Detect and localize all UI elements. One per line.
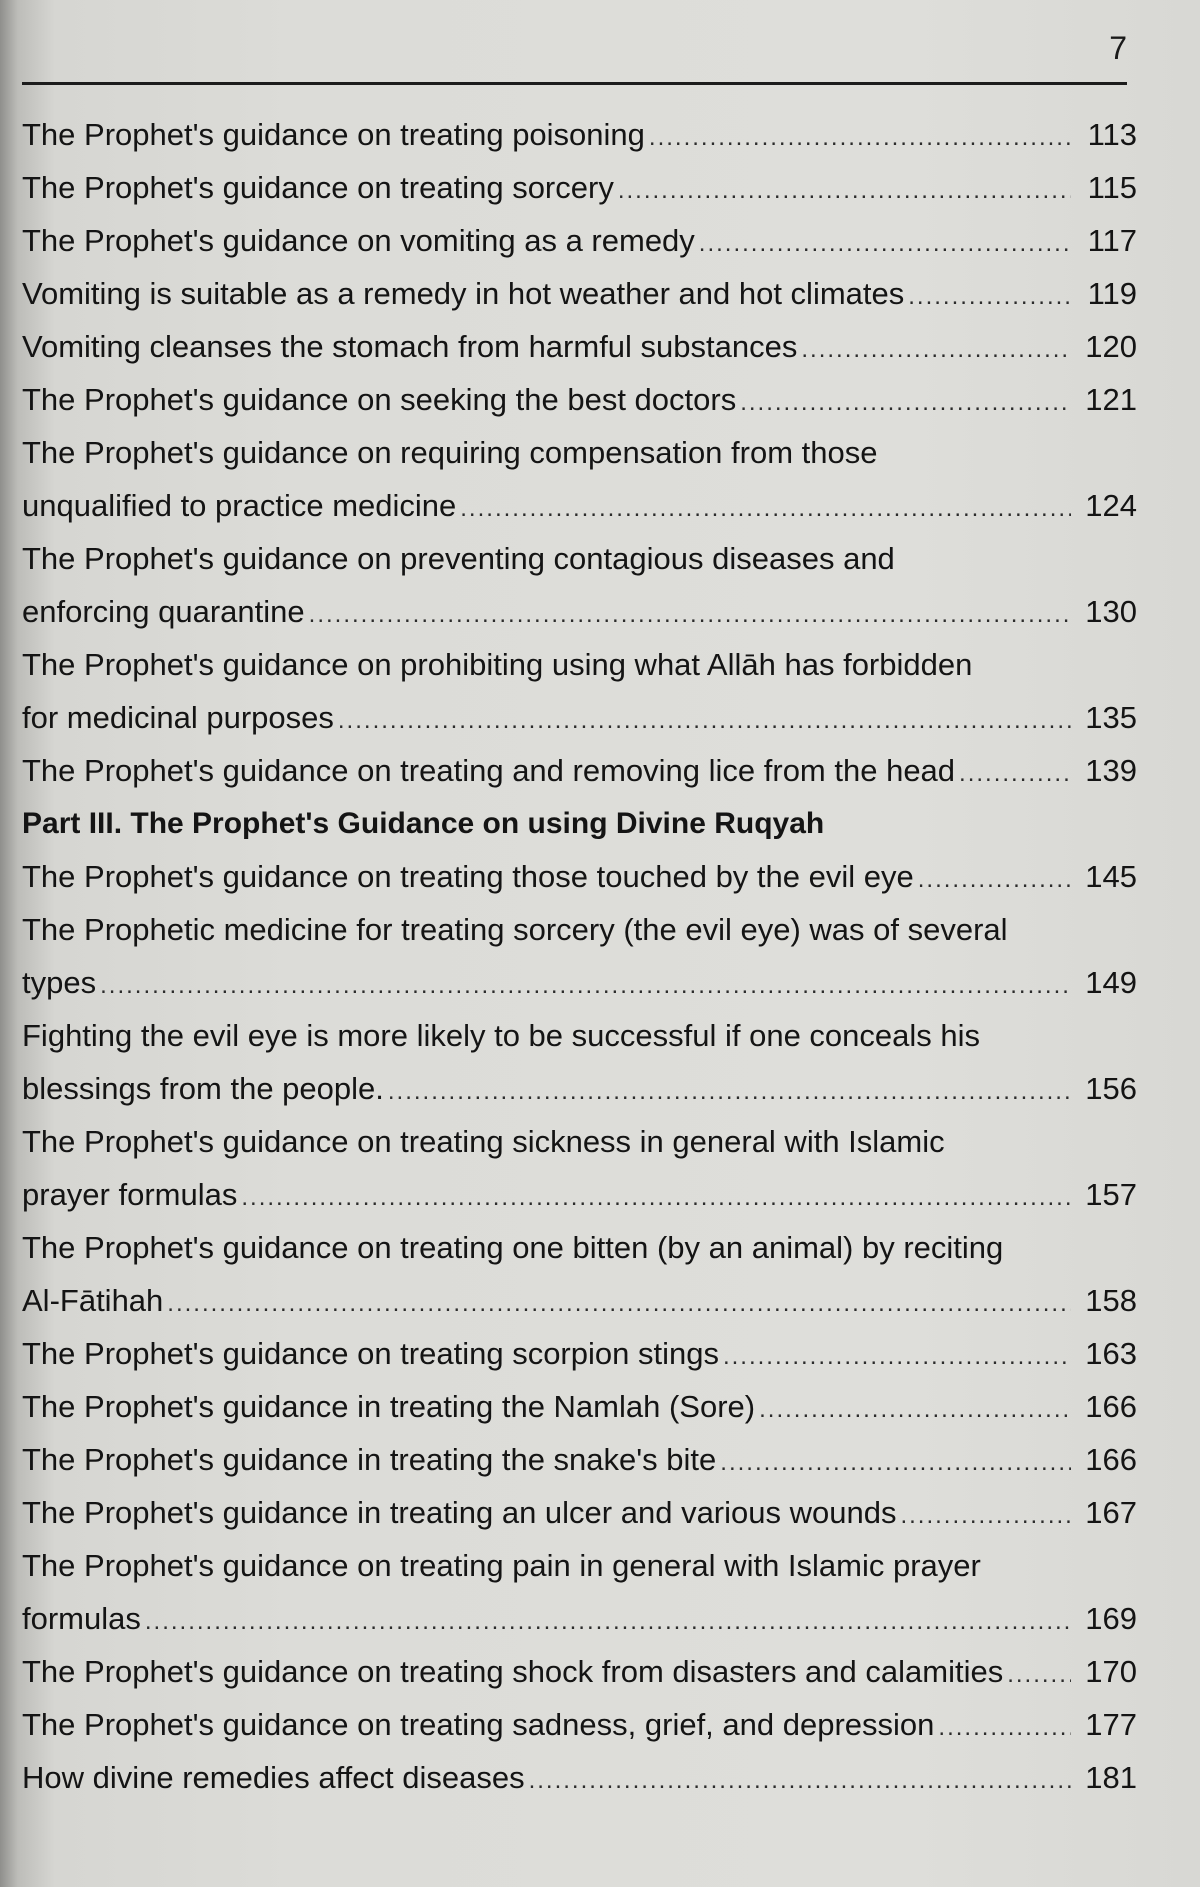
toc-entry [22, 214, 1137, 267]
toc-page-number: 121 [1085, 382, 1137, 417]
toc-entry-text: The Prophet's guidance on treating shock from disasters and calamities [22, 1654, 1004, 1689]
toc-entry-text: Al-Fātihah [22, 1283, 164, 1318]
dot-leader [740, 376, 1071, 429]
toc-entry-text: The Prophet's guidance on vomiting as a remedy [22, 223, 695, 258]
toc-entry [22, 850, 1137, 903]
toc-entry-text: for medicinal purposes [22, 700, 334, 735]
dot-leader [145, 1595, 1071, 1648]
toc-entry [22, 1009, 1137, 1115]
toc-entry [22, 638, 1137, 744]
dot-leader [1007, 1648, 1071, 1701]
toc-entry [22, 903, 1137, 1009]
toc-page-number: 170 [1085, 1654, 1137, 1689]
dot-leader [918, 853, 1071, 906]
toc-entry-text: The Prophet's guidance on treating sickness in general with Islamic [22, 1124, 945, 1159]
toc-entry [22, 1221, 1137, 1327]
toc-entry-text: The Prophet's guidance on treating poisoning [22, 117, 645, 152]
toc-entry-text: The Prophetic medicine for treating sorcery (the evil eye) was of several [22, 912, 1008, 947]
toc-entry-text: prayer formulas [22, 1177, 238, 1212]
dot-leader [241, 1171, 1071, 1224]
toc-entry-text: Vomiting cleanses the stomach from harmful substances [22, 329, 798, 364]
dot-leader [759, 1383, 1071, 1436]
toc-entry-text: The Prophet's guidance on preventing contagious diseases and [22, 541, 895, 576]
toc-page-number: 181 [1085, 1760, 1137, 1795]
dot-leader [699, 217, 1071, 270]
toc-page-number: 157 [1085, 1177, 1137, 1212]
table-of-contents [22, 108, 1137, 1804]
toc-entry-text: How divine remedies affect diseases [22, 1760, 525, 1795]
dot-leader [938, 1701, 1071, 1754]
toc-entry-text: Vomiting is suitable as a remedy in hot weather and hot climates [22, 276, 905, 311]
toc-entry-text: The Prophet's guidance on requiring compensation from those [22, 435, 878, 470]
toc-page-number: 130 [1085, 594, 1137, 629]
toc-entry-text: unqualified to practice medicine [22, 488, 457, 523]
dot-leader [388, 1065, 1071, 1118]
dot-leader [167, 1277, 1071, 1330]
toc-entry [22, 1751, 1137, 1804]
toc-page-number: 167 [1085, 1495, 1137, 1530]
dot-leader [908, 270, 1071, 323]
toc-entry [22, 1698, 1137, 1751]
toc-entry-text: blessings from the people. [22, 1071, 384, 1106]
toc-entry-text: The Prophet's guidance on treating and removing lice from the head [22, 753, 956, 788]
toc-entry-text: enforcing quarantine [22, 594, 305, 629]
toc-entry-text: The Prophet's guidance on treating those touched by the evil eye [22, 859, 914, 894]
dot-leader [100, 959, 1071, 1012]
toc-entry [22, 1645, 1137, 1698]
toc-entry-text: The Prophet's guidance on treating sadness, grief, and depression [22, 1707, 935, 1742]
toc-page-number: 156 [1085, 1071, 1137, 1106]
toc-entry [22, 1433, 1137, 1486]
dot-leader [309, 588, 1071, 641]
toc-page-number: 120 [1085, 329, 1137, 364]
toc-entry [22, 1115, 1137, 1221]
dot-leader [529, 1754, 1071, 1807]
toc-entry-text: The Prophet's guidance on treating sorcery [22, 170, 614, 205]
toc-page-number: 166 [1085, 1442, 1137, 1477]
toc-entry [22, 267, 1137, 320]
toc-page-number: 145 [1085, 859, 1137, 894]
dot-leader [338, 694, 1071, 747]
toc-entry [22, 1539, 1137, 1645]
dot-leader [720, 1436, 1071, 1489]
toc-entry [22, 532, 1137, 638]
toc-entry-text: The Prophet's guidance on treating scorpion stings [22, 1336, 719, 1371]
dot-leader [959, 747, 1071, 800]
toc-page-number: 124 [1085, 488, 1137, 523]
toc-page-number: 149 [1085, 965, 1137, 1000]
toc-page-number: 169 [1085, 1601, 1137, 1636]
toc-entry-text: The Prophet's guidance in treating the Namlah (Sore) [22, 1389, 756, 1424]
toc-entry-text: formulas [22, 1601, 141, 1636]
toc-entry-text: types [22, 965, 97, 1000]
dot-leader [460, 482, 1071, 535]
dot-leader [900, 1489, 1071, 1542]
toc-entry [22, 1327, 1137, 1380]
toc-page-number: 113 [1087, 117, 1137, 152]
toc-entry-text: The Prophet's guidance on treating one bitten (by an animal) by reciting [22, 1230, 1004, 1265]
toc-part-heading: Part III. The Prophet's Guidance on using Divine Ruqyah [22, 807, 825, 840]
toc-entry [22, 320, 1137, 373]
toc-entry [22, 161, 1137, 214]
toc-entry-text: The Prophet's guidance on seeking the best doctors [22, 382, 737, 417]
dot-leader [618, 164, 1071, 217]
toc-page-number: 158 [1085, 1283, 1137, 1318]
header-rule [22, 82, 1127, 85]
toc-page-number: 119 [1087, 276, 1137, 311]
toc-entry [22, 744, 1137, 797]
page-header [22, 18, 1127, 88]
page-number: 7 [1109, 30, 1127, 66]
toc-entry-text: The Prophet's guidance on prohibiting using what Allāh has forbidden [22, 647, 973, 682]
toc-entry [22, 1380, 1137, 1433]
dot-leader [801, 323, 1071, 376]
dot-leader [723, 1330, 1071, 1383]
toc-entry [22, 108, 1137, 161]
toc-page-number: 135 [1085, 700, 1137, 735]
toc-entry-text: The Prophet's guidance in treating an ulcer and various wounds [22, 1495, 897, 1530]
dot-leader [649, 111, 1071, 164]
toc-page-number: 177 [1085, 1707, 1137, 1742]
toc-entry-text: The Prophet's guidance on treating pain in general with Islamic prayer [22, 1548, 981, 1583]
toc-page-number: 163 [1085, 1336, 1137, 1371]
toc-entry [22, 373, 1137, 426]
toc-entry [22, 1486, 1137, 1539]
toc-page-number: 139 [1085, 753, 1137, 788]
toc-entry-text: Fighting the evil eye is more likely to be successful if one conceals his [22, 1018, 981, 1053]
toc-entry-text: The Prophet's guidance in treating the snake's bite [22, 1442, 717, 1477]
toc-page-number: 117 [1087, 223, 1137, 258]
toc-page-number: 166 [1085, 1389, 1137, 1424]
toc-page-number: 115 [1087, 170, 1137, 205]
toc-entry [22, 426, 1137, 532]
